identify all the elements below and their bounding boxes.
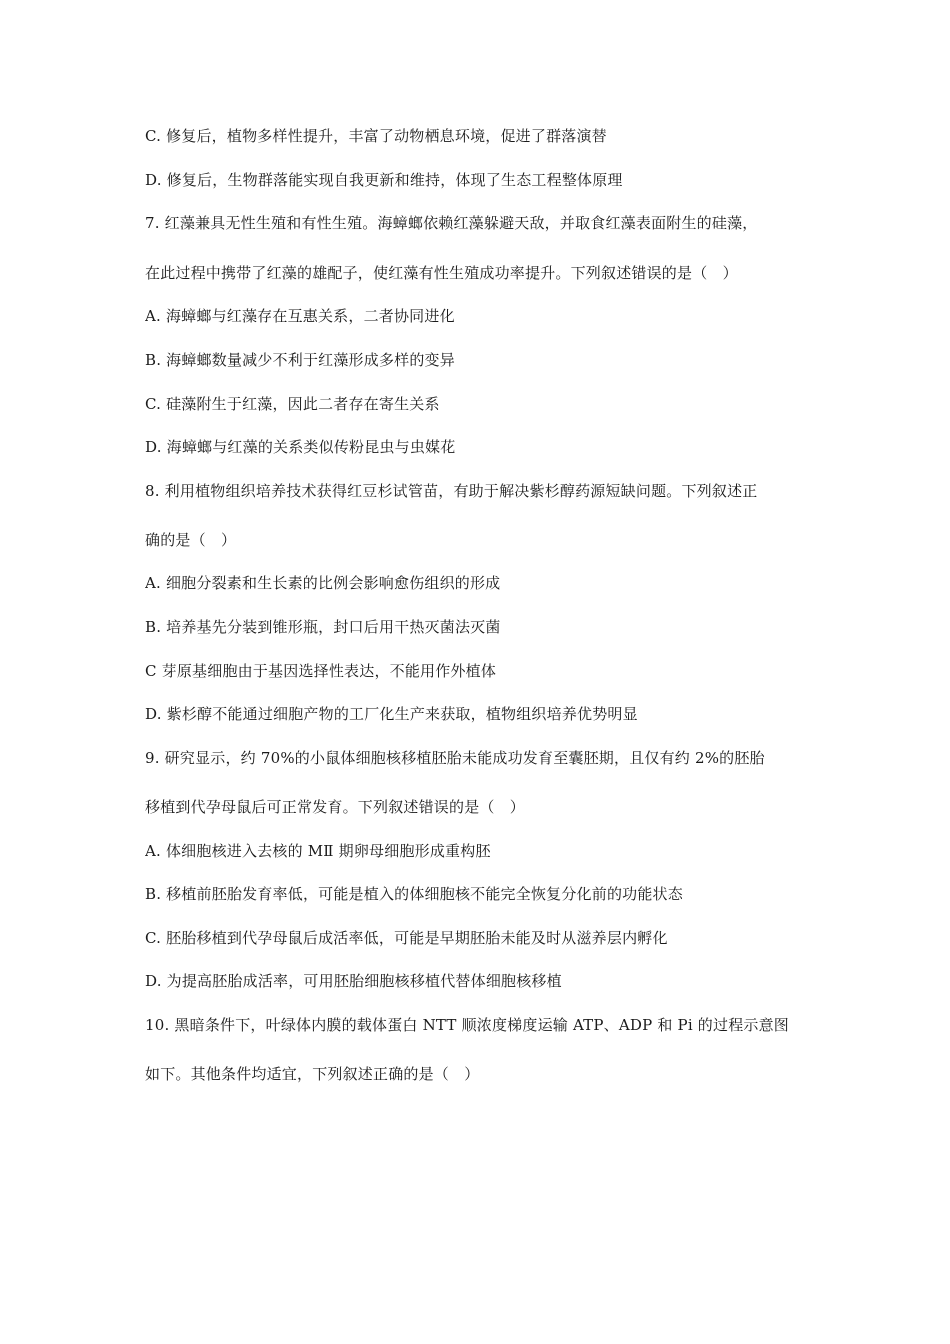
q10-stem-line1: 10. 黑暗条件下，叶绿体内膜的载体蛋白 NTT 顺浓度梯度运输 ATP、ADP 和 Pi 的过程示意图 — [145, 1016, 789, 1034]
q7-stem-line1: 7. 红藻兼具无性生殖和有性生殖。海蟑螂依赖红藻躲避天敌，并取食红藻表面附生的硅藻， — [145, 214, 758, 232]
q10-stem-line2: 如下。其他条件均适宜，下列叙述正确的是（ ） — [145, 1065, 480, 1083]
q8-option-a: A. 细胞分裂素和生长素的比例会影响愈伤组织的形成 — [145, 574, 501, 592]
q8-stem-line1: 8. 利用植物组织培养技术获得红豆杉试管苗，有助于解决紫杉醇药源短缺问题。下列叙述正 — [145, 482, 758, 500]
q6-option-d: D. 修复后，生物群落能实现自我更新和维持，体现了生态工程整体原理 — [145, 171, 623, 189]
q8-option-b: B. 培养基先分装到锥形瓶，封口后用干热灭菌法灭菌 — [145, 618, 501, 636]
q7-option-a: A. 海蟑螂与红藻存在互惠关系，二者协同进化 — [145, 307, 455, 325]
q7-option-d: D. 海蟑螂与红藻的关系类似传粉昆虫与虫媒花 — [145, 438, 456, 456]
q9-option-b: B. 移植前胚胎发育率低，可能是植入的体细胞核不能完全恢复分化前的功能状态 — [145, 885, 683, 903]
q9-option-d: D. 为提高胚胎成活率，可用胚胎细胞核移植代替体细胞核移植 — [145, 972, 562, 990]
q7-stem-line2: 在此过程中携带了红藻的雄配子，使红藻有性生殖成功率提升。下列叙述错误的是（ ） — [145, 264, 738, 282]
q6-option-c: C. 修复后，植物多样性提升，丰富了动物栖息环境，促进了群落演替 — [145, 127, 607, 145]
q9-stem-line2: 移植到代孕母鼠后可正常发育。下列叙述错误的是（ ） — [145, 798, 526, 816]
q8-option-d: D. 紫杉醇不能通过细胞产物的工厂化生产来获取，植物组织培养优势明显 — [145, 705, 638, 723]
q8-option-c: C 芽原基细胞由于基因选择性表达，不能用作外植体 — [145, 662, 497, 680]
q7-option-c: C. 硅藻附生于红藻，因此二者存在寄生关系 — [145, 395, 440, 413]
q9-option-a: A. 体细胞核进入去核的 MⅡ 期卵母细胞形成重构胚 — [145, 842, 491, 860]
q9-stem-line1: 9. 研究显示，约 70%的小鼠体细胞核移植胚胎未能成功发育至囊胚期，且仅有约 2%的胚胎 — [145, 749, 765, 767]
q7-option-b: B. 海蟑螂数量减少不利于红藻形成多样的变异 — [145, 351, 455, 369]
q8-stem-line2: 确的是（ ） — [145, 531, 237, 549]
q9-option-c: C. 胚胎移植到代孕母鼠后成活率低，可能是早期胚胎未能及时从滋养层内孵化 — [145, 929, 668, 947]
